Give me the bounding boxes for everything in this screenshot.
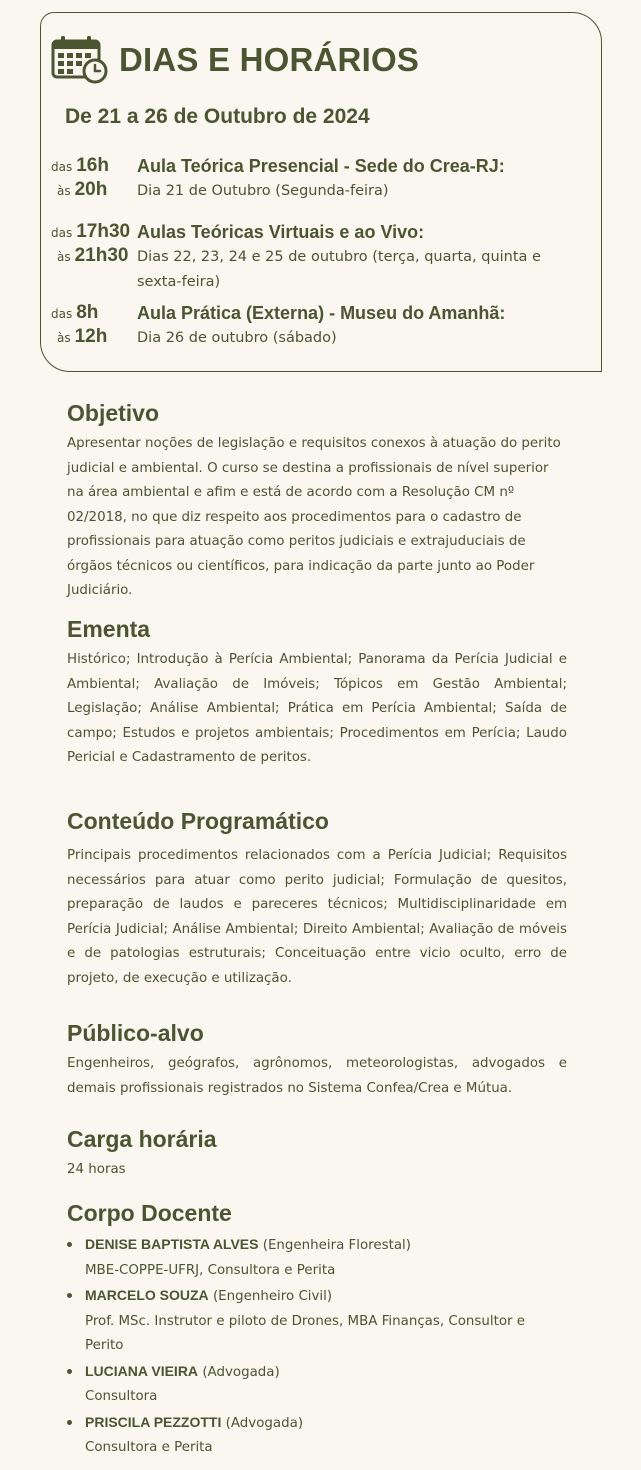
session-dates: Dia 21 de Outubro (Segunda-feira)	[137, 183, 389, 199]
to-prefix: às	[57, 184, 71, 198]
bullet-icon	[67, 1242, 72, 1247]
bullet-icon	[67, 1293, 72, 1298]
publico-text: Engenheiros, geógrafos, agrônomos, meteorologistas, advogados e demais profissionais registrados no Sistema Confea/Crea e Mútua.	[67, 1056, 567, 1096]
calendar-clock-icon	[51, 35, 109, 85]
ementa-text: Histórico; Introdução à Perícia Ambiental; Panorama da Perícia Judicial e Ambiental; Avaliação de Imóveis; Tópicos em Gestão Ambiental; Legislação; Análise Ambiental; Prática em Perícia Ambiental; Saída de campo; Estudos e projetos ambientais; Procedimentos em Perícia; Laudo Pericial e Cadastramento de peritos.	[67, 652, 567, 765]
teacher-role: (Engenheiro Civil)	[212, 1289, 333, 1304]
to-prefix: às	[57, 331, 71, 345]
start-time: 8h	[76, 302, 99, 323]
start-time: 16h	[76, 155, 109, 176]
conteudo-heading: Conteúdo Programático	[67, 808, 329, 834]
to-prefix: às	[57, 250, 71, 264]
carga-section	[67, 1124, 567, 1183]
publico-section	[67, 1018, 567, 1101]
end-time: 20h	[74, 179, 108, 200]
teacher-details: Prof. MSc. Instrutor e piloto de Drones, MBA Finanças, Consultor e Perito	[85, 1313, 526, 1353]
carga-text: 24 horas	[67, 1162, 126, 1177]
publico-heading: Público-alvo	[67, 1020, 204, 1046]
session-title: Aulas Teóricas Virtuais e ao Vivo:	[137, 222, 425, 242]
time-range	[51, 301, 131, 349]
teacher-role: (Advogada)	[225, 1415, 304, 1431]
from-prefix: das	[51, 226, 73, 240]
teacher-details: Consultora	[85, 1389, 158, 1404]
docentes-heading: Corpo Docente	[67, 1200, 232, 1226]
teacher-role: (Engenheira Florestal)	[262, 1238, 411, 1253]
date-range: De 21 a 26 de Outubro de 2024	[65, 105, 370, 128]
ementa-section	[67, 614, 567, 771]
end-time: 21h30	[74, 245, 129, 266]
carga-heading: Carga horária	[67, 1126, 217, 1152]
from-prefix: das	[51, 307, 73, 321]
list-item	[67, 1410, 567, 1461]
list-item	[67, 1232, 567, 1283]
ementa-heading: Ementa	[67, 616, 151, 642]
teacher-name: MARCELO SOUZA	[85, 1287, 209, 1303]
objetivo-section	[67, 398, 567, 604]
teacher-name: LUCIANA VIEIRA	[85, 1362, 199, 1379]
session-title: Aula Prática (Externa) - Museu do Amanhã:	[137, 303, 506, 323]
teacher-name: PRISCILA PEZZOTTI	[85, 1413, 222, 1430]
time-range	[51, 220, 131, 268]
teacher-role: (Advogada)	[202, 1364, 280, 1380]
docentes-list	[67, 1232, 567, 1461]
conteudo-section	[67, 806, 567, 991]
teacher-details: Consultora e Perita	[85, 1440, 213, 1455]
conteudo-text: Principais procedimentos relacionados com a Perícia Judicial; Requisitos necessários para atuar como perito judicial; Formulação de quesitos, preparação de laudos e pareceres técnicos; Multidisciplinaridade em Perícia Judicial; Análise Ambiental; Direito Ambiental; Avaliação de móveis e de patologias estruturais; Conceituação entre vicio oculto, erro de projeto, de execução e utilização.	[67, 848, 567, 986]
list-item	[67, 1283, 567, 1359]
bullet-icon	[67, 1369, 72, 1374]
session-title: Aula Teórica Presencial - Sede do Crea-RJ:	[137, 156, 505, 176]
objetivo-text: Apresentar noções de legislação e requisitos conexos à atuação do perito judicial e ambiental. O curso se destina a profissionais de nível superior na área ambiental e afim e está de acordo com a Resolução CM nº 02/2018, no que diz respeito aos procedimentos para o cadastro de profissionais para atuação como peritos judiciais e extrajuduciais de órgãos técnicos ou científicos, para indicação da parte junto ao Poder Judiciário.	[67, 436, 561, 598]
schedule-card	[40, 12, 602, 372]
bullet-icon	[67, 1420, 72, 1425]
docentes-section	[67, 1198, 567, 1461]
time-range	[51, 154, 131, 202]
objetivo-heading: Objetivo	[67, 400, 160, 426]
teacher-details: MBE-COPPE-UFRJ, Consultora e Perita	[85, 1262, 336, 1278]
list-item	[67, 1359, 567, 1410]
start-time: 17h30	[76, 221, 131, 242]
from-prefix: das	[51, 160, 73, 174]
end-time: 12h	[74, 326, 108, 347]
schedule-title: DIAS E HORÁRIOS	[119, 41, 420, 78]
schedule-header	[51, 35, 419, 85]
teacher-name: DENISE BAPTISTA ALVES	[85, 1236, 259, 1252]
session-dates: Dia 26 de outubro (sábado)	[137, 330, 337, 346]
session-dates: Dias 22, 23, 24 e 25 de outubro (terça, quarta, quinta e sexta-feira)	[137, 249, 541, 290]
